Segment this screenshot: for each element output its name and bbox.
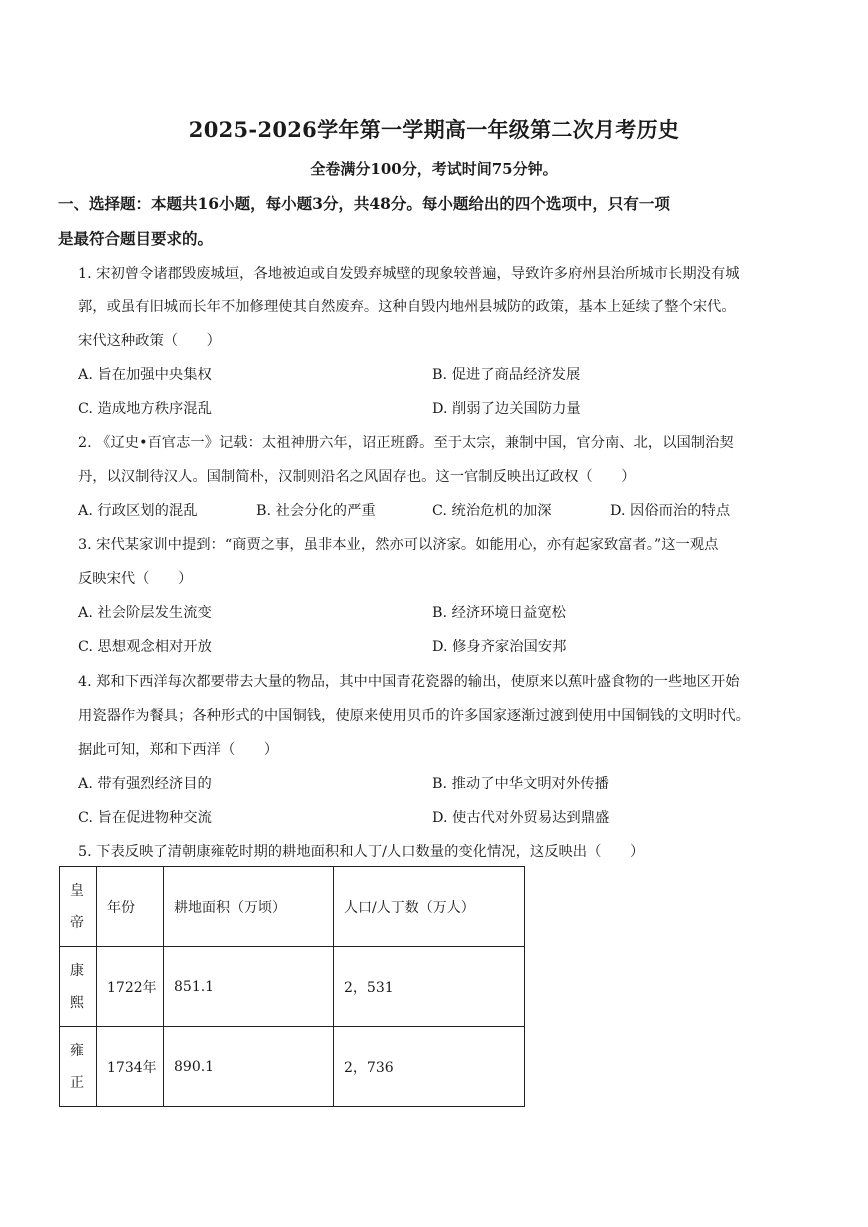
question-1-text-line2: 郭，或虽有旧城而长年不加修理使其自然废弃。这种自毁内地州县城防的政策，基本上延续了整个宋代。 [78,299,736,315]
table-row [60,1027,525,1107]
table-row [60,947,525,1027]
question-1-text-line3: 宋代这种政策（ ） [78,333,221,349]
question-3-option-b[interactable]: B. 经济环境日益宽松 [432,605,566,621]
table-cell: 851.1 [164,947,334,1027]
table-header-cell: 耕地面积（万顷） [164,867,334,947]
table-cell: 雍正 [60,1027,97,1107]
question-4-option-b[interactable]: B. 推动了中华文明对外传播 [432,776,609,792]
question-4-option-d[interactable]: D. 使古代对外贸易达到鼎盛 [432,810,610,826]
question-1-text-line1: 1. 宋初曾令诸郡毁废城垣，各地被迫或自发毁弃城壁的现象较普遍，导致许多府州县治所城市长期没有城 [78,266,740,282]
table-cell: 2，736 [334,1027,525,1107]
table-cell: 1734年 [97,1027,164,1107]
question-2-option-d[interactable]: D. 因俗而治的特点 [610,503,731,519]
section-heading-line2: 是最符合题目要求的。 [58,229,214,248]
question-4-option-a[interactable]: A. 带有强烈经济目的 [78,776,212,792]
question-2-text-line2: 丹，以汉制待汉人。国制简朴，汉制则沿名之风固存也。这一官制反映出辽政权（ ） [78,469,636,485]
question-1-option-b[interactable]: B. 促进了商品经济发展 [432,367,581,383]
table-cell: 1722年 [97,947,164,1027]
question-1-option-c[interactable]: C. 造成地方秩序混乱 [78,401,212,417]
page-title: 2025-2026学年第一学期高一年级第二次月考历史 [188,117,680,142]
question-1-option-a[interactable]: A. 旨在加强中央集权 [78,367,212,383]
question-4-text-line1: 4. 郑和下西洋每次都要带去大量的物品，其中中国青花瓷器的输出，使原来以蕉叶盛食物的一些地区开始 [78,674,740,690]
question-3-option-c[interactable]: C. 思想观念相对开放 [78,639,212,655]
exam-subtitle: 全卷满分100分，考试时间75分钟。 [310,160,558,178]
question-4-text-line2: 用瓷器作为餐具；各种形式的中国铜钱，使原来使用贝币的许多国家逐渐过渡到使用中国铜钱的文明时代。 [78,708,750,724]
table-cell: 2，531 [334,947,525,1027]
section-heading-line1: 一、选择题：本题共16小题，每小题3分，共48分。每小题给出的四个选项中，只有一项 [58,194,670,213]
table-header-cell: 皇帝 [60,867,97,947]
question-2-option-a[interactable]: A. 行政区划的混乱 [78,503,198,519]
question-3-text-line1: 3. 宋代某家训中提到：“商贾之事，虽非本业，然亦可以济家。如能用心，亦有起家致富者。”这一观点 [78,537,719,553]
question-4-text-line3: 据此可知，郑和下西洋（ ） [78,742,279,758]
table-header-cell: 人口/人丁数（万人） [334,867,525,947]
table-header-cell: 年份 [97,867,164,947]
data-table [59,866,525,1107]
question-3-option-a[interactable]: A. 社会阶层发生流变 [78,605,212,621]
table-cell: 890.1 [164,1027,334,1107]
question-3-option-d[interactable]: D. 修身齐家治国安邦 [432,639,567,655]
table-cell: 康熙 [60,947,97,1027]
question-2-option-b[interactable]: B. 社会分化的严重 [256,503,376,519]
question-4-option-c[interactable]: C. 旨在促进物种交流 [78,810,212,826]
question-1-option-d[interactable]: D. 削弱了边关国防力量 [432,401,581,417]
question-3-text-line2: 反映宋代（ ） [78,571,193,587]
table-header-row [60,867,525,947]
question-2-option-c[interactable]: C. 统治危机的加深 [432,503,552,519]
question-2-text-line1: 2. 《辽史•百官志一》记载：太祖神册六年，诏正班爵。至于太宗，兼制中国，官分南、北，以国制治契 [78,435,734,451]
question-5-text-line1: 5. 下表反映了清朝康雍乾时期的耕地面积和人丁/人口数量的变化情况，这反映出（ ） [78,844,645,860]
